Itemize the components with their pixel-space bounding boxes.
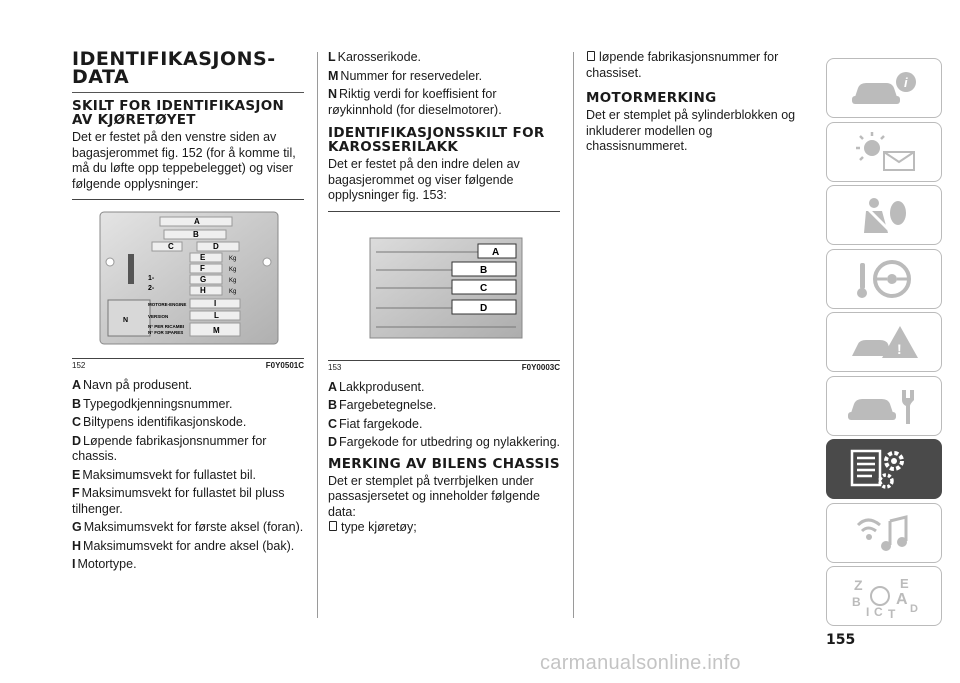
svg-text:B: B xyxy=(852,595,861,609)
plate-engine-label: MOTORE-ENGINE xyxy=(148,302,187,307)
subtitle-chassis-marking: MERKING AV BILENS CHASSIS xyxy=(328,455,560,472)
legend-item: A Lakkprodusent. xyxy=(328,379,425,394)
plate-version-label: VERSION xyxy=(148,314,169,319)
plate-letter-a: A xyxy=(194,217,200,226)
column-divider xyxy=(317,52,318,618)
tab-starting-driving[interactable] xyxy=(826,249,942,309)
legend-item: L Karosserikode. xyxy=(328,50,422,64)
plate-letter-f: F xyxy=(200,264,205,273)
checkbox-bullet-icon xyxy=(329,521,337,531)
section-title-identification: IDENTIFIKASJONS-DATA xyxy=(72,50,304,93)
figure-number: 152 xyxy=(72,361,86,370)
legend-item: F Maksimumsvekt for fullastet bil pluss tilhenger. xyxy=(72,486,285,516)
car-maintenance-icon xyxy=(844,384,924,428)
tab-safety[interactable] xyxy=(826,185,942,245)
tab-technical-data[interactable] xyxy=(826,439,942,499)
subtitle-engine-marking: MOTORMERKING xyxy=(586,90,717,106)
subtitle-vehicle-plate: SKILT FOR IDENTIFIKASJON AV KJØRETØYET xyxy=(72,98,285,128)
plate-legend-list xyxy=(72,378,304,573)
multimedia-icon xyxy=(844,511,924,555)
plate-row-2: 2- xyxy=(148,285,155,292)
plate-letter-l: L xyxy=(214,311,219,320)
subtitle-paint-plate: IDENTIFIKASJONSSKILT FOR KAROSSERILAKK xyxy=(328,125,545,155)
technical-data-icon xyxy=(844,445,924,493)
bullet-item: løpende fabrikasjonsnummer for chassiset. xyxy=(586,50,779,80)
svg-text:E: E xyxy=(900,576,909,591)
paint-letter-d: D xyxy=(480,302,488,314)
plate-letter-g: G xyxy=(200,275,207,284)
figure-code: F0Y0501C xyxy=(265,361,304,370)
plate-kg-3: Kg xyxy=(229,278,237,284)
tab-index[interactable] xyxy=(826,566,942,626)
legend-item: C Fiat fargekode. xyxy=(328,416,423,431)
svg-text:D: D xyxy=(910,603,918,615)
svg-text:i: i xyxy=(904,75,908,90)
legend-item: D Løpende fabrikasjonsnummer for chassis. xyxy=(72,433,267,463)
figure-number: 153 xyxy=(328,362,342,372)
legend-item: D Fargekode for utbedring og nylakkering. xyxy=(328,435,560,449)
chapter-tabs xyxy=(826,58,942,630)
column-2 xyxy=(328,50,560,536)
bullet-item: type kjøretøy; xyxy=(328,520,560,536)
figure-152 xyxy=(72,199,304,358)
svg-text:C: C xyxy=(874,605,883,619)
tab-maintenance[interactable] xyxy=(826,376,942,436)
paint-letter-c: C xyxy=(480,282,488,294)
figure-code: F0Y0003C xyxy=(521,362,560,372)
svg-text:I: I xyxy=(866,605,870,619)
tab-car-info[interactable] xyxy=(826,58,942,118)
watermark: carmanualsonline.info xyxy=(540,652,741,674)
plate-letter-d: D xyxy=(213,242,219,251)
car-info-icon xyxy=(844,66,924,110)
plate-kg-1: Kg xyxy=(229,256,237,262)
column-3 xyxy=(586,50,796,155)
column-divider xyxy=(573,52,574,618)
paint-letter-a: A xyxy=(492,246,500,258)
plate-letter-e: E xyxy=(200,253,206,262)
legend-item: A Navn på produsent. xyxy=(72,378,193,392)
legend-item: C Biltypens identifikasjonskode. xyxy=(72,415,247,429)
plate-letter-m: M xyxy=(213,326,220,335)
legend-item: B Typegodkjenningsnummer. xyxy=(72,396,233,411)
plate-letter-h: H xyxy=(200,286,206,295)
legend-item: N Riktig verdi for koeffisient for røykinnhold (for dieselmotorer). xyxy=(328,87,502,117)
steering-wheel-key-icon xyxy=(844,257,924,301)
figure-153-caption xyxy=(328,360,560,372)
legend-item: B Fargebetegnelse. xyxy=(328,398,437,412)
page-number: 155 xyxy=(826,632,856,648)
plate-spares-label-2: N° FOR SPARES xyxy=(148,330,184,335)
figure-153 xyxy=(328,211,560,360)
column-1 xyxy=(72,50,304,576)
intro-chassis-marking: Det er stemplet på tverrbjelken under passasjersetet og inneholder følgende data: xyxy=(328,473,540,519)
tab-emergency[interactable] xyxy=(826,312,942,372)
tab-multimedia[interactable] xyxy=(826,503,942,563)
checkbox-bullet-icon xyxy=(587,51,595,61)
plate-kg-4: Kg xyxy=(229,289,237,295)
svg-text:A: A xyxy=(896,591,908,608)
plate-letter-i: I xyxy=(214,299,217,308)
plate-letter-n: N xyxy=(123,317,129,324)
figure-152-caption xyxy=(72,358,304,370)
plate-spares-label-1: N° PER RICAMBI xyxy=(148,324,185,329)
dashboard-lights-icon xyxy=(844,130,924,174)
tab-dashboard-lights[interactable] xyxy=(826,122,942,182)
svg-text:!: ! xyxy=(897,341,902,357)
intro-vehicle-plate: Det er festet på den venstre siden av bagasjerommet fig. 152 (for å komme til, må du løfte opp teppebelegget) og viser følgende opplysninger: xyxy=(72,130,296,191)
intro-paint-plate: Det er festet på den indre delen av bagasjerommet og viser følgende opplysninger fig. 153: xyxy=(328,157,520,202)
plate-letter-c: C xyxy=(168,242,174,251)
intro-engine-marking: Det er stemplet på sylinderblokken og inkluderer modellen og chassisnummeret. xyxy=(586,108,796,153)
vehicle-plate-illustration xyxy=(72,200,304,358)
legend-item: E Maksimumsvekt for fullastet bil. xyxy=(72,467,257,482)
paint-letter-b: B xyxy=(480,264,488,276)
plate-kg-2: Kg xyxy=(229,267,237,273)
plate-letter-b: B xyxy=(193,230,199,239)
svg-text:Z: Z xyxy=(854,577,863,593)
legend-item: M Nummer for reservedeler. xyxy=(328,68,483,83)
paint-plate-illustration xyxy=(328,212,560,360)
alphabetical-index-icon xyxy=(844,572,924,620)
plate-row-1: 1- xyxy=(148,275,155,282)
legend-item: H Maksimumsvekt for andre aksel (bak). xyxy=(72,538,295,553)
legend-item: G Maksimumsvekt for første aksel (foran). xyxy=(72,520,304,534)
legend-item: I Motortype. xyxy=(72,557,137,571)
svg-text:T: T xyxy=(888,607,896,620)
safety-airbag-icon xyxy=(844,193,924,237)
emergency-triangle-icon xyxy=(844,320,924,364)
